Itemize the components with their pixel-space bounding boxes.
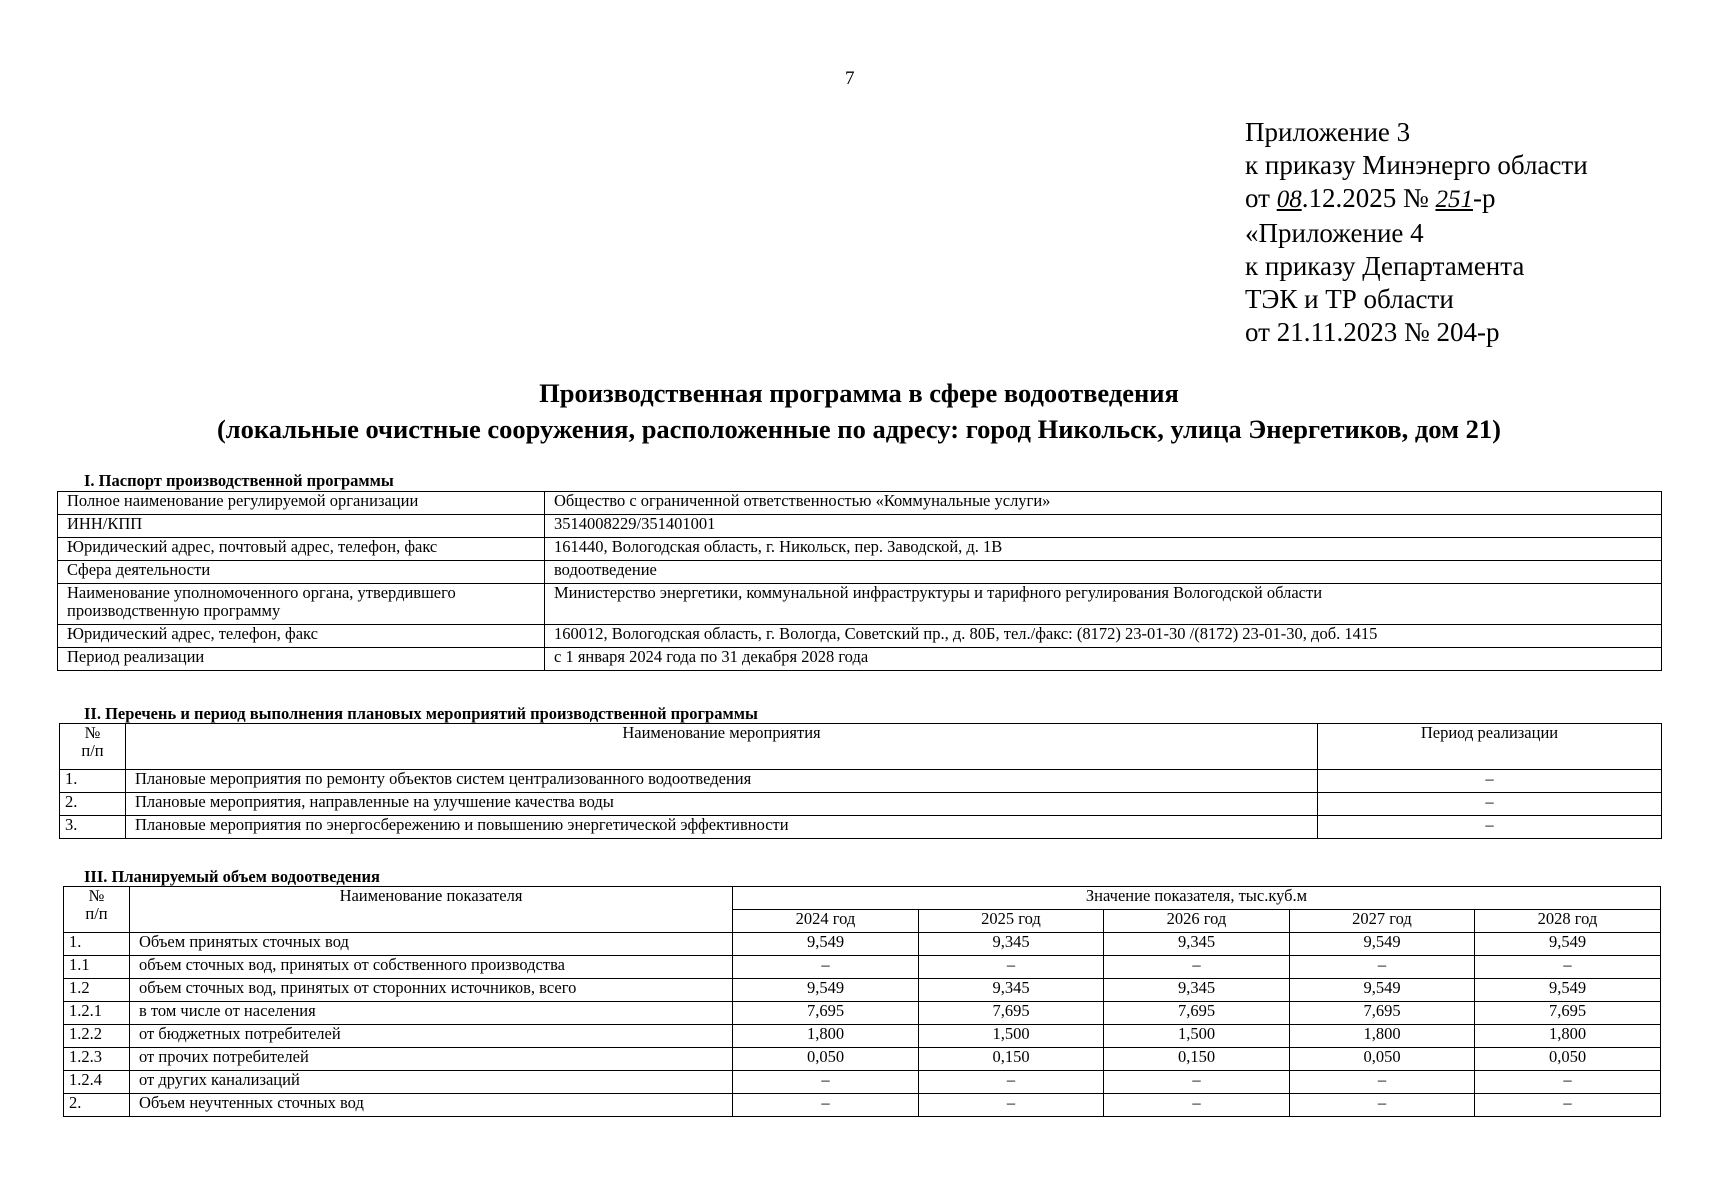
indicator-name: от прочих потребителей bbox=[130, 1048, 733, 1071]
indicator-value: 9,549 bbox=[733, 979, 919, 1002]
table-row bbox=[64, 1025, 1661, 1048]
indicator-value: 7,695 bbox=[1104, 1002, 1290, 1025]
indicator-value: 9,549 bbox=[1290, 979, 1475, 1002]
year-header: 2025 год bbox=[919, 910, 1104, 933]
passport-value: 161440, Вологодская область, г. Никольск, пер. Заводской, д. 1В bbox=[545, 538, 1662, 561]
indicator-value: – bbox=[1290, 1094, 1475, 1117]
indicator-value: – bbox=[733, 956, 919, 979]
indicator-value: – bbox=[919, 1071, 1104, 1094]
annex-line: от 21.11.2023 № 204-р bbox=[1245, 317, 1500, 348]
passport-value: 160012, Вологодская область, г. Вологда, Советский пр., д. 80Б, тел./факс: (8172) 23-01-30 /(8172) 23-01-30, доб. 1415 bbox=[545, 625, 1662, 648]
header-num: № п/п bbox=[60, 724, 126, 770]
passport-table bbox=[57, 491, 1662, 671]
table-row bbox=[58, 625, 1662, 648]
indicator-value: 9,345 bbox=[919, 933, 1104, 956]
indicator-name: объем сточных вод, принятых от сторонних источников, всего bbox=[130, 979, 733, 1002]
passport-value: с 1 января 2024 года по 31 декабря 2028 года bbox=[545, 648, 1662, 671]
table-row bbox=[64, 979, 1661, 1002]
table-row bbox=[58, 561, 1662, 584]
row-number: 1.2.3 bbox=[64, 1048, 130, 1071]
table-row bbox=[58, 515, 1662, 538]
passport-label: Период реализации bbox=[58, 648, 545, 671]
indicator-value: – bbox=[1475, 956, 1661, 979]
section-3-heading: III. Планируемый объем водоотведения bbox=[84, 867, 380, 886]
passport-label: Полное наименование регулируемой организации bbox=[58, 492, 545, 515]
annex-block bbox=[1245, 116, 1588, 349]
indicator-value: 9,345 bbox=[1104, 979, 1290, 1002]
table-row bbox=[64, 1002, 1661, 1025]
indicator-value: 1,800 bbox=[1290, 1025, 1475, 1048]
annex-line: к приказу Департамента bbox=[1245, 250, 1525, 281]
row-number: 1.2 bbox=[64, 979, 130, 1002]
measure-period: – bbox=[1318, 816, 1662, 839]
table-row bbox=[60, 816, 1662, 839]
indicator-value: 1,800 bbox=[733, 1025, 919, 1048]
annex-line: ТЭК и ТР области bbox=[1245, 284, 1454, 315]
table-row bbox=[64, 1094, 1661, 1117]
indicator-value: – bbox=[1475, 1071, 1661, 1094]
table-row bbox=[60, 793, 1662, 816]
annex-line: к приказу Минэнерго области bbox=[1245, 150, 1588, 181]
document-title: Производственная программа в сфере водоотведения bbox=[539, 378, 1179, 408]
year-header: 2024 год bbox=[733, 910, 919, 933]
passport-label: Наименование уполномоченного органа, утвердившего производственную программу bbox=[58, 584, 545, 625]
indicator-value: – bbox=[733, 1071, 919, 1094]
measures-table bbox=[59, 723, 1662, 839]
indicator-name: в том числе от населения bbox=[130, 1002, 733, 1025]
measure-period: – bbox=[1318, 793, 1662, 816]
indicator-value: – bbox=[1475, 1094, 1661, 1117]
indicator-value: 9,549 bbox=[1475, 979, 1661, 1002]
indicator-value: – bbox=[1104, 1094, 1290, 1117]
indicator-value: – bbox=[1104, 1071, 1290, 1094]
table-row bbox=[58, 648, 1662, 671]
indicator-value: 0,050 bbox=[1475, 1048, 1661, 1071]
indicator-name: объем сточных вод, принятых от собственного производства bbox=[130, 956, 733, 979]
table-row bbox=[58, 538, 1662, 561]
table-row bbox=[64, 1071, 1661, 1094]
annex-date-suffix: -р bbox=[1472, 183, 1496, 214]
annex-date-mid: .12.2025 № bbox=[1301, 183, 1429, 214]
measure-name: Плановые мероприятия по энергосбережению и повышению энергетической эффективности bbox=[126, 816, 1318, 839]
passport-label: Юридический адрес, почтовый адрес, телефон, факс bbox=[58, 538, 545, 561]
indicator-name: Объем неучтенных сточных вод bbox=[130, 1094, 733, 1117]
indicator-value: 0,150 bbox=[1104, 1048, 1290, 1071]
passport-value: Общество с ограниченной ответственностью «Коммунальные услуги» bbox=[545, 492, 1662, 515]
annex-date-line bbox=[1245, 182, 1588, 216]
table-row bbox=[58, 584, 1662, 625]
row-number: 1. bbox=[64, 933, 130, 956]
indicator-value: 7,695 bbox=[919, 1002, 1104, 1025]
table-row bbox=[64, 956, 1661, 979]
indicator-value: 9,345 bbox=[919, 979, 1104, 1002]
indicator-value: 7,695 bbox=[1290, 1002, 1475, 1025]
handwritten-number: 251 bbox=[1435, 186, 1473, 214]
row-number: 2. bbox=[60, 793, 126, 816]
passport-label: ИНН/КПП bbox=[58, 515, 545, 538]
year-header: 2028 год bbox=[1475, 910, 1661, 933]
table-row bbox=[60, 770, 1662, 793]
indicator-value: – bbox=[919, 1094, 1104, 1117]
year-header: 2027 год bbox=[1290, 910, 1475, 933]
row-number: 2. bbox=[64, 1094, 130, 1117]
measure-name: Плановые мероприятия по ремонту объектов систем централизованного водоотведения bbox=[126, 770, 1318, 793]
header-measure-name: Наименование мероприятия bbox=[126, 724, 1318, 770]
row-number: 1.2.2 bbox=[64, 1025, 130, 1048]
indicator-value: – bbox=[1290, 956, 1475, 979]
header-num: № п/п bbox=[64, 887, 130, 933]
passport-value: водоотведение bbox=[545, 561, 1662, 584]
indicator-value: 9,549 bbox=[1290, 933, 1475, 956]
indicator-value: – bbox=[919, 956, 1104, 979]
indicator-value: 9,549 bbox=[1475, 933, 1661, 956]
table-row bbox=[58, 492, 1662, 515]
indicator-value: – bbox=[1104, 956, 1290, 979]
measure-name: Плановые мероприятия, направленные на улучшение качества воды bbox=[126, 793, 1318, 816]
section-1-heading: I. Паспорт производственной программы bbox=[84, 471, 394, 490]
year-header: 2026 год bbox=[1104, 910, 1290, 933]
row-number: 1.2.4 bbox=[64, 1071, 130, 1094]
indicator-value: 7,695 bbox=[1475, 1002, 1661, 1025]
passport-value: 3514008229/351401001 bbox=[545, 515, 1662, 538]
indicator-value: 0,050 bbox=[733, 1048, 919, 1071]
header-indicator-value: Значение показателя, тыс.куб.м bbox=[733, 887, 1661, 910]
indicator-name: от других канализаций bbox=[130, 1071, 733, 1094]
row-number: 1.1 bbox=[64, 956, 130, 979]
page-number: 7 bbox=[845, 68, 855, 89]
annex-line: «Приложение 4 bbox=[1245, 217, 1424, 248]
indicator-value: 7,695 bbox=[733, 1002, 919, 1025]
header-indicator-name: Наименование показателя bbox=[130, 887, 733, 933]
row-number: 3. bbox=[60, 816, 126, 839]
row-number: 1. bbox=[60, 770, 126, 793]
row-number: 1.2.1 bbox=[64, 1002, 130, 1025]
indicator-value: 1,800 bbox=[1475, 1025, 1661, 1048]
measure-period: – bbox=[1318, 770, 1662, 793]
indicator-value: 0,150 bbox=[919, 1048, 1104, 1071]
passport-label: Сфера деятельности bbox=[58, 561, 545, 584]
indicator-value: – bbox=[733, 1094, 919, 1117]
passport-label: Юридический адрес, телефон, факс bbox=[58, 625, 545, 648]
indicator-name: Объем принятых сточных вод bbox=[130, 933, 733, 956]
indicator-name: от бюджетных потребителей bbox=[130, 1025, 733, 1048]
header-period: Период реализации bbox=[1318, 724, 1662, 770]
table-row bbox=[64, 933, 1661, 956]
indicator-value: 0,050 bbox=[1290, 1048, 1475, 1071]
handwritten-day: 08 bbox=[1276, 186, 1302, 214]
annex-line: Приложение 3 bbox=[1245, 117, 1411, 147]
volume-table bbox=[63, 886, 1661, 1117]
indicator-value: 1,500 bbox=[919, 1025, 1104, 1048]
section-2-heading: II. Перечень и период выполнения плановых мероприятий производственной программы bbox=[84, 704, 758, 723]
indicator-value: – bbox=[1290, 1071, 1475, 1094]
passport-value: Министерство энергетики, коммунальной инфраструктуры и тарифного регулирования Вологодской области bbox=[545, 584, 1662, 625]
indicator-value: 9,549 bbox=[733, 933, 919, 956]
indicator-value: 1,500 bbox=[1104, 1025, 1290, 1048]
indicator-value: 9,345 bbox=[1104, 933, 1290, 956]
table-row bbox=[64, 1048, 1661, 1071]
document-subtitle: (локальные очистные сооружения, расположенные по адресу: город Никольск, улица Энергетиков, дом 21) bbox=[216, 414, 1502, 444]
annex-date-prefix: от bbox=[1245, 183, 1270, 214]
